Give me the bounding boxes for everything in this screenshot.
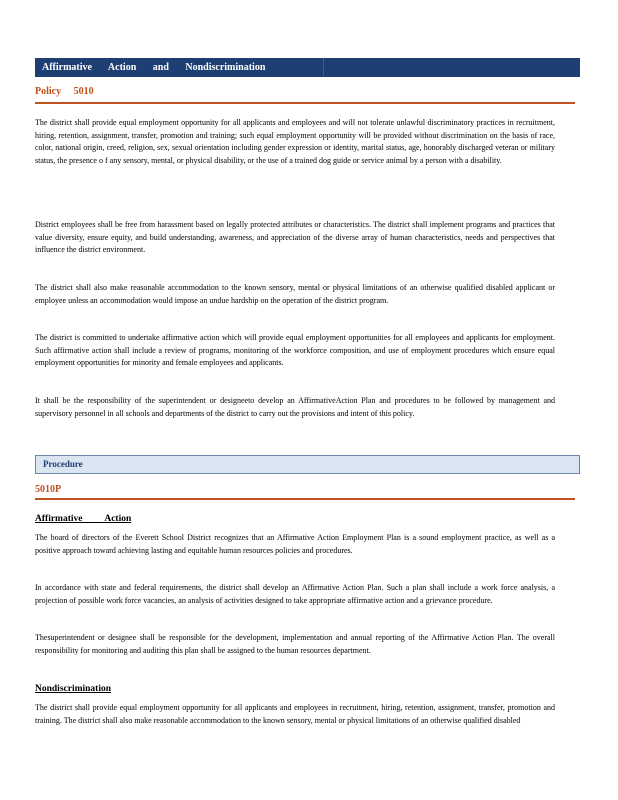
title-bar-divider — [323, 58, 324, 77]
affirmative-action-heading: Affirmative Action — [35, 514, 132, 524]
affirmative-paragraph-1: The board of directors of the Everett School District recognizes that an Affirmative Action Employment Plan is a sound employment practice, as well as a positive approach toward achieving lasting and equitable human resources policies and procedures. — [35, 533, 555, 555]
affirmative-paragraph-2: In accordance with state and federal requirements, the district shall develop an Affirmative Action Plan. Such a plan shall include a work force analysis, a projection of possible work force vacancies, an analysis of activities designed to take appropriate affirmative action and a grievance procedure. — [35, 583, 555, 605]
nondiscrimination-heading: Nondiscrimination — [35, 684, 112, 694]
policy-paragraph-2: District employees shall be free from harassment based on legally protected attributes or characteristics. The district shall implement programs and practices that value diversity, ensure equity, and build understanding, awareness, and appreciation of the diverse array of human characteristics, needs and perspectives that influence the district environment. — [35, 220, 555, 255]
procedure-label: 5010P — [35, 484, 62, 495]
procedure-bar-label: Procedure — [43, 459, 83, 469]
affirmative-paragraph-3: Thesuperintendent or designee shall be responsible for the development, implementation and annual reporting of the Affirmative Action Plan. The overall responsibility for monitoring and auditing this plan shall be assigned to the human resources department. — [35, 633, 555, 655]
document-title-bar — [35, 58, 580, 77]
policy-label: Policy 5010 — [35, 86, 94, 97]
policy-paragraph-1: The district shall provide equal employment opportunity for all applicants and employees and will not tolerate unlawful discriminatory practices in recruitment, hiring, retention, assignment, transfer, promotion and training; such equal employment opportunity will be provided without discrimination on the basis of race, color, national origin, creed, religion, sex, sexual orientation including gender expression or identity, marital status, age, honorably discharged veteran or military status, the presence o f any sensory, mental, or physical disability, or the use of a trained dog guide or service animal by a person with a disability. — [35, 118, 555, 165]
policy-paragraph-5: It shall be the responsibility of the superintendent or designeeto develop an AffirmativeAction Plan and procedures to be followed by management and supervisory personnel in all schools and departments of the district to carry out the provisions and intent of this policy. — [35, 396, 555, 418]
policy-paragraph-3: The district shall also make reasonable accommodation to the known sensory, mental or physical limitations of an otherwise qualified disabled applicant or employee unless an accommodation would impose an undue hardship on the operation of the district program. — [35, 283, 555, 305]
document-title: Affirmative Action and Nondiscrimination — [42, 62, 266, 73]
procedure-bar — [35, 455, 580, 474]
procedure-divider — [35, 498, 575, 500]
nondiscrimination-paragraph-1: The district shall provide equal employment opportunity for all applicants and employees in recruitment, hiring, retention, assignment, transfer, promotion and training. The district shall also make reasonable accommodation to the known sensory, mental or physical limitations of an otherwise qualified disabled — [35, 703, 555, 725]
policy-divider — [35, 102, 575, 104]
policy-paragraph-4: The district is committed to undertake affirmative action which will provide equal employment opportunities for all employees and applicants for employment. Such affirmative action shall include a review of programs, monitoring of the workforce composition, and use of employment procedures which ensure equal employment opportunities for minority and female employees and applicants. — [35, 333, 555, 368]
